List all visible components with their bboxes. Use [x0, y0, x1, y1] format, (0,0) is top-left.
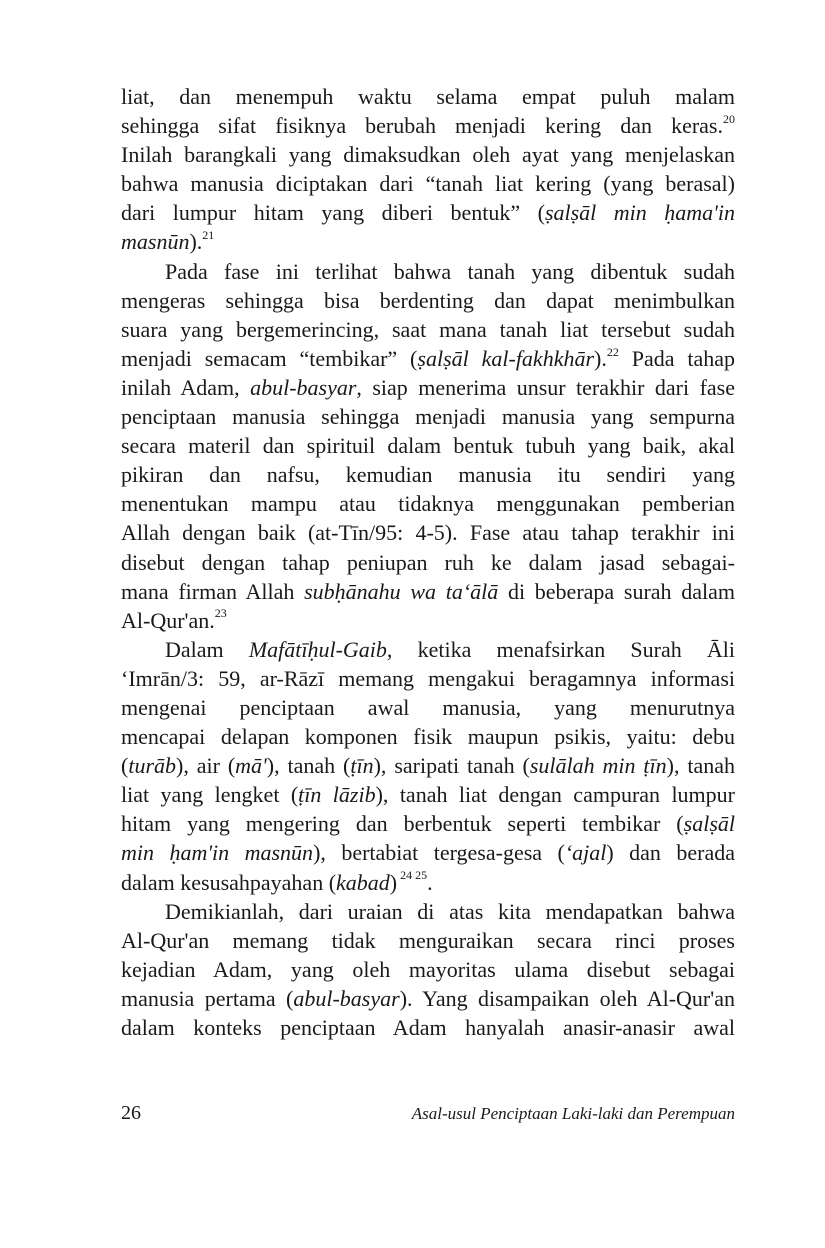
text-line: manusia pertama (abul-basyar). Yang disampaikan oleh Al-Qur'an [121, 985, 735, 1011]
footnote-marker: 20 [723, 111, 735, 126]
italic-term: subḥānahu wa ta‘ālā [304, 578, 499, 604]
page-number: 26 [121, 1102, 141, 1124]
italic-term: ṭīn [350, 753, 374, 779]
text-line: ‘Imrān/3: 59, ar-Rāzī memang mengakui beragamnya informasi [121, 665, 735, 691]
text-line: dalam konteks penciptaan Adam hanyalah anasir-anasir awal [121, 1015, 735, 1040]
text-line: Inilah barangkali yang dimaksudkan oleh ayat yang menjelaskan [121, 142, 735, 168]
text-line: Al-Qur'an.$^{23}$ [121, 606, 227, 633]
text-line: min ḥam'in masnūn), bertabiat tergesa-gesa (‘ajal) dan berada [121, 840, 735, 866]
italic-term: kabad [336, 869, 390, 895]
text-line: Al-Qur'an memang tidak menguraikan secara rinci proses [121, 927, 735, 953]
italic-term: mā' [235, 753, 267, 779]
text-line: hitam yang mengering dan berbentuk seperti tembikar (ṣalṣāl [121, 811, 735, 837]
text-line: mana firman Allah subḥānahu wa ta‘ālā di beberapa surah dalam [121, 578, 735, 604]
italic-term: Mafātīḥul-Gaib [248, 636, 387, 662]
text-line: Dalam Mafātīḥul-Gaib, ketika menafsirkan Surah Āli [165, 636, 735, 662]
italic-term: ṣalṣāl kal-fakhkhār [417, 345, 595, 371]
text-line: liat, dan menempuh waktu selama empat puluh malam [121, 84, 735, 109]
running-title: Asal-usul Penciptaan Laki-laki dan Perempuan [411, 1104, 735, 1123]
text-line: mencapai delapan komponen fisik maupun psikis, yaitu: debu [121, 724, 735, 750]
text-line: dari lumpur hitam yang diberi bentuk” (ṣalṣāl min ḥama'in [121, 200, 735, 226]
text-line: Pada fase ini terlihat bahwa tanah yang dibentuk sudah [165, 258, 735, 284]
body-text [121, 82, 735, 1042]
text-line: liat yang lengket (ṭīn lāzib), tanah liat dengan campuran lumpur [121, 782, 735, 808]
text-line: masnūn).$^{21}$ [121, 228, 215, 255]
text-line: sehingga sifat fisiknya berubah menjadi kering dan keras.$^{20}$ [121, 111, 735, 139]
italic-term: ‘ajal [564, 840, 607, 866]
page-footer [121, 1102, 735, 1132]
italic-term: min ḥam'in masnūn [121, 840, 314, 866]
italic-term: sulālah min ṭīn [529, 753, 667, 779]
text-line: mengeras sehingga bisa berdenting dan dapat menimbulkan [121, 287, 735, 313]
italic-term: ṣalṣāl [683, 811, 735, 837]
text-line: suara yang bergemerincing, saat mana tanah liat tersebut sudah [121, 316, 735, 342]
italic-term: masnūn [121, 229, 190, 255]
italic-term: abul-basyar [293, 985, 400, 1011]
text-line: kejadian Adam, yang oleh mayoritas ulama disebut sebagai [121, 956, 735, 982]
italic-term: abul-basyar [250, 374, 357, 400]
text-line: menjadi semacam “tembikar” (ṣalṣāl kal-fakhkhār).$^{22}$ Pada tahap [121, 344, 736, 371]
text-line: Demikianlah, dari uraian di atas kita mendapatkan bahwa [165, 898, 735, 924]
text-line: inilah Adam, abul-basyar, siap menerima unsur terakhir dari fase [121, 374, 735, 400]
italic-term: ṭīn lāzib [298, 782, 376, 808]
text-line: bahwa manusia diciptakan dari “tanah liat kering (yang berasal) [121, 171, 735, 197]
italic-term: ṣalṣāl min ḥama'in [544, 200, 735, 226]
footnote-marker: 21 [202, 228, 215, 243]
footnote-marker: 22 [606, 344, 619, 359]
text-line: menentukan mampu atau tidaknya menggunakan pemberian [121, 491, 735, 517]
text-line: secara materil dan spirituil dalam bentuk tubuh yang baik, akal [121, 433, 735, 459]
text-line: dalam kesusahpayahan (kabad) $^{24 25}$. [121, 868, 433, 895]
text-line: Allah dengan baik (at-Tīn/95: 4-5). Fase atau tahap terakhir ini [121, 520, 735, 546]
footnote-marker: 23 [214, 606, 227, 621]
text-line: pikiran dan nafsu, kemudian manusia itu sendiri yang [121, 462, 735, 488]
text-line: (turāb), air (mā'), tanah (ṭīn), saripati tanah (sulālah min ṭīn), tanah [121, 753, 736, 779]
italic-term: turāb [128, 753, 177, 779]
text-line: penciptaan manusia sehingga menjadi manusia yang sempurna [121, 404, 735, 430]
text-line: disebut dengan tahap peniupan ruh ke dalam jasad sebagai- [121, 549, 735, 575]
text-line: mengenai penciptaan awal manusia, yang menurutnya [121, 694, 735, 720]
footnote-marker: 24 25 [397, 868, 428, 883]
